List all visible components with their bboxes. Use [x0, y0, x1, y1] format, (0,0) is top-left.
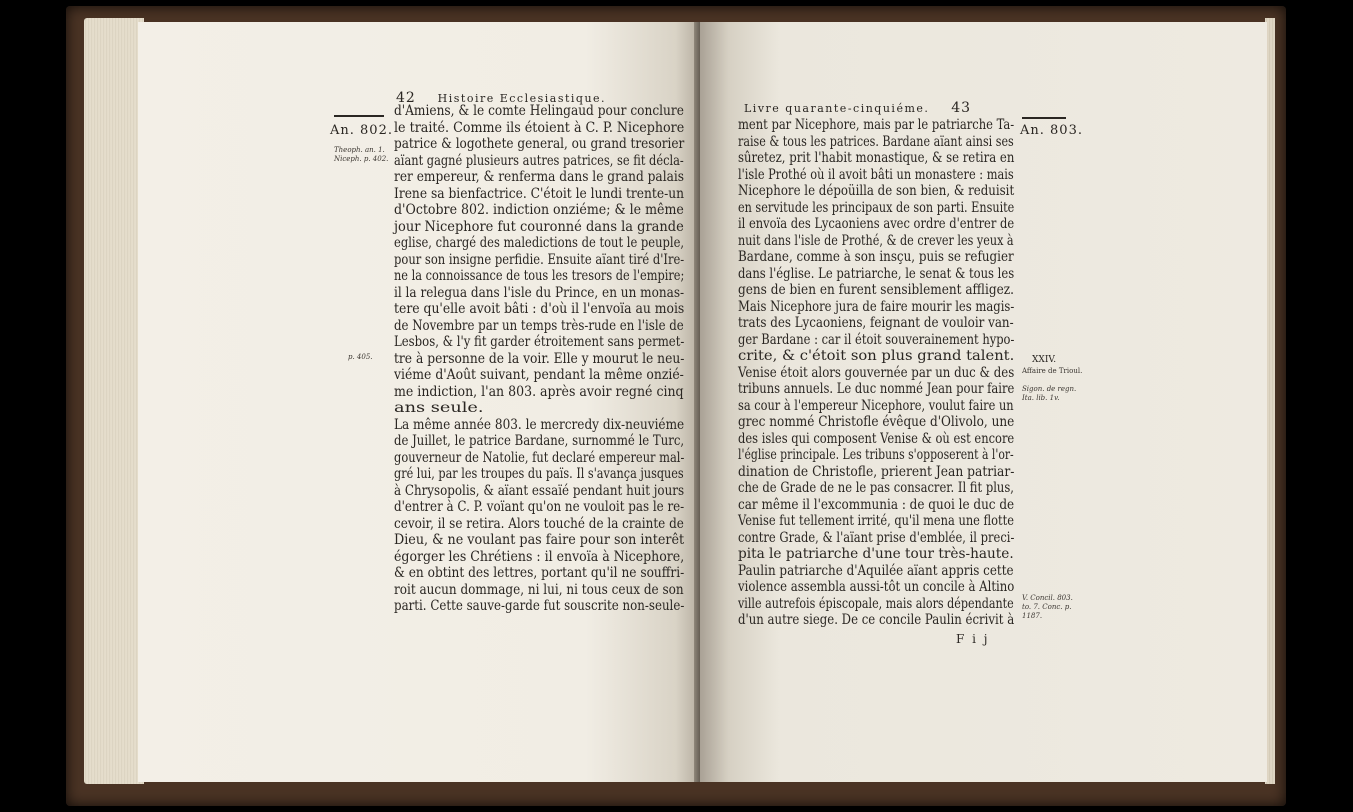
text-line: l'église principale. Les tribuns s'opposerent à l'or-	[738, 447, 1014, 463]
text-line: ne la connoissance de tous les tresors de l'empire;	[394, 268, 685, 284]
text-line: le traité. Comme ils étoient à C. P. Nicephore	[394, 119, 685, 136]
left-running-title: Histoire Ecclesiastique.	[437, 92, 607, 105]
text-line: roit aucun dommage, ni lui, ni tous ceux de son	[394, 581, 684, 598]
text-line: d'Octobre 802. indiction onziéme; & le même	[394, 202, 684, 218]
text-line: il envoïa des Lycaoniens avec ordre d'entrer de	[738, 216, 1015, 232]
text-line: cevoir, il se retira. Alors touché de la crainte de	[394, 515, 684, 532]
right-margin-note-2: Ita. lib. 1v.	[1022, 394, 1060, 402]
text-line: ger Bardane : car il étoit souverainement hypo-	[738, 331, 1015, 348]
right-body-text	[738, 117, 1014, 629]
right-margin-note-4: to. 7. Conc. p.	[1022, 603, 1072, 611]
right-year-marker: An. 803.	[1020, 123, 1083, 138]
section-number: XXIV.	[1032, 355, 1057, 365]
left-year-rule	[334, 115, 384, 117]
signature-mark: F i j	[956, 632, 990, 646]
text-line: contre Grade, & l'aïant prise d'emblée, il preci-	[738, 529, 1015, 546]
text-line: parti. Cette sauve-garde fut souscrite non-seule-	[394, 598, 685, 614]
right-page	[700, 22, 1267, 782]
page-edges-left	[84, 18, 144, 784]
right-margin-note-1: Sigon. de regn.	[1022, 385, 1077, 393]
left-body-text	[394, 103, 684, 615]
text-line: à Chrysopolis, & aïant essaïé pendant huit jours	[394, 482, 685, 499]
text-line: égorger les Chrétiens : il envoïa à Nicephore,	[394, 548, 685, 565]
text-line: viéme d'Août suivant, pendant la même onzié-	[394, 367, 684, 383]
text-line: crite, & c'étoit son plus grand talent.	[738, 348, 1015, 364]
left-margin-note-3: p. 405.	[348, 353, 373, 361]
text-line: d'entrer à C. P. voïant qu'on ne vouloit pas le re-	[394, 499, 685, 515]
right-margin-note-5: 1187.	[1022, 612, 1043, 620]
text-line: dans l'église. Le patriarche, le senat & tous les	[738, 265, 1015, 282]
text-line: l'isle Prothé où il avoit bâti un monastere : mais	[738, 166, 1014, 183]
text-line: de Novembre par un temps très-rude en l'isle de	[394, 317, 684, 334]
text-line: d'Amiens, & le comte Helingaud pour conclure	[394, 103, 684, 119]
text-line: dination de Christofle, prierent Jean patriar-	[738, 463, 1015, 480]
right-running-title: Livre quarante-cinquiéme.	[744, 102, 930, 115]
text-line: Venise étoit alors gouvernée par un duc & des	[738, 364, 1015, 381]
right-margin-note-3: V. Concil. 803.	[1022, 594, 1073, 602]
text-line: de Juillet, le patrice Bardane, surnommé le Turc,	[394, 433, 685, 449]
text-line: jour Nicephore fut couronné dans la grande	[394, 218, 684, 235]
text-line: gens de bien en furent sensiblement affligez.	[738, 282, 1014, 298]
text-line: grec nommé Christofle évêque d'Olivolo, une	[738, 414, 1015, 430]
text-line: & en obtint des lettres, portant qu'il ne souffri-	[394, 565, 685, 581]
text-line: nuit dans l'isle de Prothé, & de crever les yeux à	[738, 232, 1014, 249]
left-year-marker: An. 802.	[330, 123, 393, 138]
text-line: Bardane, comme à son insçu, puis se refugier	[738, 249, 1014, 265]
section-title: Affaire de Trioul.	[1022, 367, 1083, 375]
text-line: La même année 803. le mercredy dix-neuviéme	[394, 416, 685, 433]
text-line: rer empereur, & renferma dans le grand palais	[394, 169, 684, 185]
text-line: aïant gagné plusieurs autres patrices, se fit décla-	[394, 152, 684, 169]
text-line: violence assembla aussi-tôt un concile à Altino	[738, 579, 1015, 595]
right-page-number: 43	[951, 100, 972, 116]
text-line: ment par Nicephore, mais par le patriarche Ta-	[738, 117, 1015, 133]
text-line: trats des Lycaoniens, feignant de vouloir van-	[738, 315, 1014, 331]
text-line: pour son insigne perfidie. Ensuite aïant tiré d'Ire-	[394, 251, 685, 268]
text-line: Mais Nicephore jura de faire mourir les magis-	[738, 298, 1015, 315]
text-line: sûretez, prit l'habit monastique, & se retira en	[738, 150, 1015, 166]
text-line: Lesbos, & l'y fit garder étroitement sans permet-	[394, 334, 685, 350]
text-line: tere qu'elle avoit bâti : d'où il l'envoïa au mois	[394, 301, 685, 317]
text-line: tre à personne de la voir. Elle y mourut le neu-	[394, 350, 685, 367]
text-line: tribuns annuels. Le duc nommé Jean pour faire	[738, 381, 1015, 397]
text-line: ville autrefois épiscopale, mais alors dépendante	[738, 595, 1014, 612]
right-page-header	[744, 100, 971, 116]
text-line: des isles qui composent Venise & où est encore	[738, 430, 1015, 447]
text-line: ans seule.	[394, 400, 484, 416]
text-line: Irene sa bienfactrice. C'étoit le lundi trente-un	[394, 185, 684, 202]
text-line: eglise, chargé des maledictions de tout le peuple,	[394, 235, 685, 251]
text-line: il la relegua dans l'isle du Prince, en un monas-	[394, 284, 685, 301]
text-line: Paulin patriarche d'Aquilée aïant appris cette	[738, 562, 1014, 579]
text-line: gré lui, par les troupes du païs. Il s'avança jusques	[394, 466, 684, 482]
text-line: gouverneur de Natolie, fut declaré empereur mal-	[394, 449, 685, 466]
text-line: che de Grade de ne le pas consacrer. Il fit plus,	[738, 480, 1014, 496]
right-year-rule	[1022, 117, 1066, 119]
text-line: d'un autre siege. De ce concile Paulin écrivit à	[738, 612, 1015, 628]
text-line: raise & tous les patrices. Bardane aïant ainsi ses	[738, 133, 1014, 150]
text-line: Nicephore le dépoüilla de son bien, & reduisit	[738, 183, 1015, 199]
text-line: pita le patriarche d'une tour très-haute.	[738, 546, 1014, 562]
text-line: en servitude les principaux de son parti. Ensuite	[738, 199, 1015, 216]
left-margin-note-2: Niceph. p. 402.	[334, 155, 389, 163]
text-line: sa cour à l'empereur Nicephore, voulut faire un	[738, 397, 1014, 414]
text-line: patrice & logothete general, ou grand tresorier	[394, 136, 685, 152]
text-line: me indiction, l'an 803. après avoir regné cinq	[394, 383, 684, 400]
left-page	[138, 22, 698, 782]
text-line: car même il l'excommunia : de quoi le duc de	[738, 496, 1015, 513]
left-margin-note-1: Theoph. an. 1.	[334, 146, 385, 154]
text-line: Dieu, & ne voulant pas faire pour son interêt	[394, 532, 685, 548]
text-line: Venise fut tellement irrité, qu'il mena une flotte	[738, 513, 1014, 529]
left-page-number: 42	[396, 90, 416, 106]
